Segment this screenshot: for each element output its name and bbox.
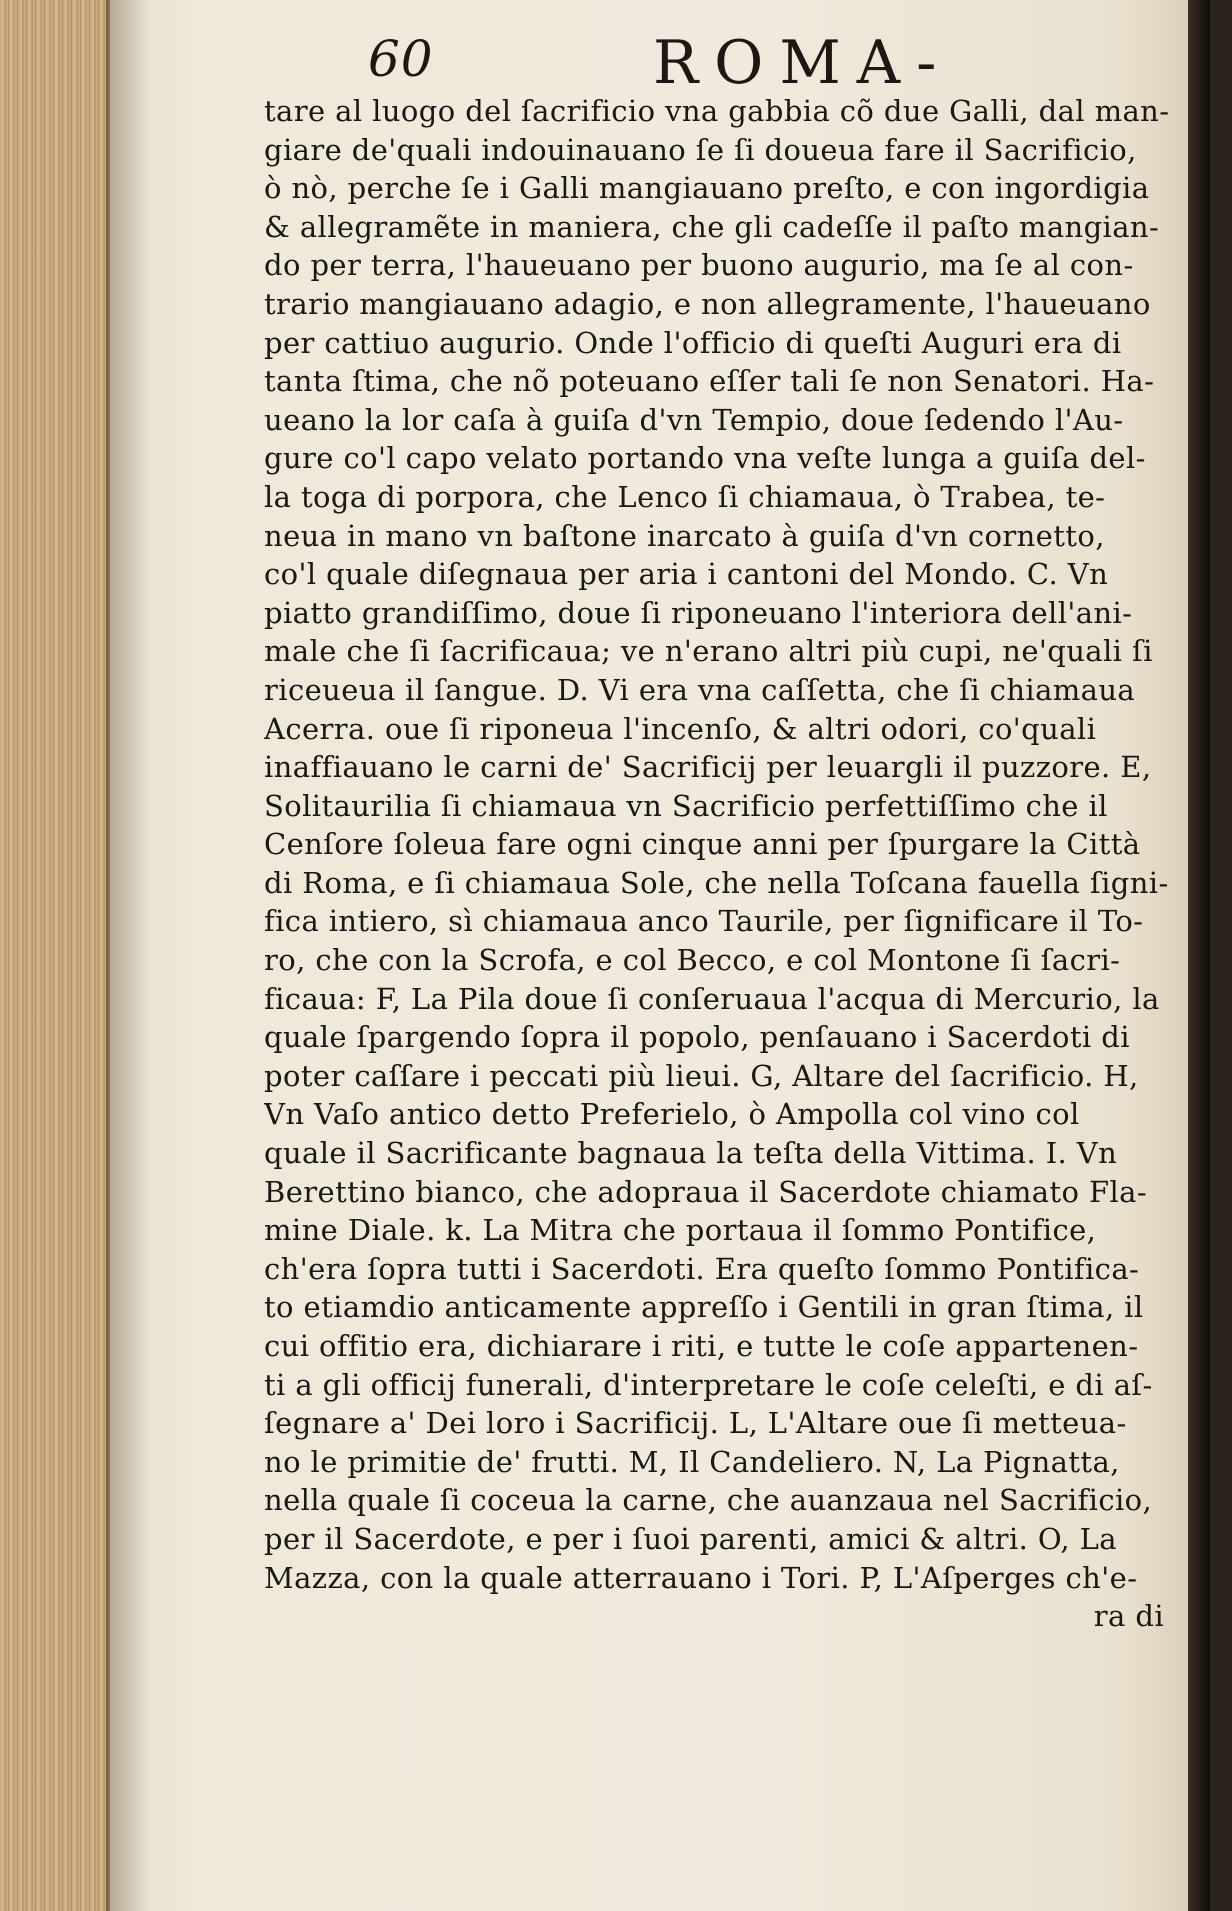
text-line: ò nò, perche ſe i Galli mangiauano preſto, e con ingordigia (264, 171, 1150, 206)
text-line: mine Diale. k. La Mitra che portaua il ſommo Pontifice, (264, 1213, 1097, 1248)
text-line: Acerra. oue ſi riponeua l'incenſo, & altri odori, co'quali (264, 711, 1097, 746)
text-line: quale ſpargendo ſopra il popolo, penſauano i Sacerdoti di (264, 1020, 1130, 1055)
text-line: co'l quale diſegnaua per aria i cantoni del Mondo. C. Vn (264, 557, 1109, 592)
text-line: quale il Sacrificante bagnaua la teſta della Vittima. I. Vn (264, 1136, 1118, 1171)
text-line: Solitaurilia ſi chiamaua vn Sacrificio perfettiſſimo che il (264, 788, 1108, 823)
catchword: ra di (1093, 1599, 1164, 1634)
text-line: ficaua: F, La Pila doue ſi conſeruaua l'acqua di Mercurio, la (264, 981, 1160, 1016)
text-line: do per terra, l'haueuano per buono augurio, ma ſe al con- (264, 248, 1134, 283)
text-line: trario mangiauano adagio, e non allegramente, l'haueuano (264, 286, 1151, 321)
text-line: Cenſore ſoleua fare ogni cinque anni per ſpurgare la Città (264, 827, 1141, 862)
text-line: riceueua il ſangue. D. Vi era vna caſſetta, che ſi chiamaua (264, 672, 1136, 707)
text-line: per il Sacerdote, e per i ſuoi parenti, amici & altri. O, La (264, 1521, 1117, 1556)
text-line: neua in mano vn baſtone inarcato à guiſa d'vn cornetto, (264, 518, 1105, 553)
text-line: di Roma, e ſi chiamaua Sole, che nella Toſcana fauella ſigni- (264, 865, 1169, 900)
text-line: piatto grandiſſimo, doue ſi riponeuano l'interiora dell'ani- (264, 595, 1133, 630)
text-line: male che ſi ſacrificaua; ve n'erano altri più cupi, ne'quali ſi (264, 634, 1153, 669)
text-line: per cattiuo augurio. Onde l'officio di queſti Auguri era di (264, 325, 1122, 360)
text-line: giare de'quali indouinauano ſe ſi doueua fare il Sacrificio, (264, 132, 1137, 167)
text-line: cui offitio era, dichiarare i riti, e tutte le coſe appartenen- (264, 1329, 1139, 1363)
text-line: ueano la lor caſa à guiſa d'vn Tempio, doue ſedendo l'Au- (264, 402, 1124, 437)
text-line: Berettino bianco, che adopraua il Sacerdote chiamato Fla- (264, 1174, 1148, 1209)
page-header (368, 28, 1018, 98)
body-text (264, 92, 1204, 1636)
text-line: tanta ſtima, che nõ poteuano eſſer tali ſe non Senatori. Ha- (264, 364, 1155, 399)
text-line: ch'era ſopra tutti i Sacerdoti. Era queſto ſommo Pontifica- (264, 1251, 1140, 1286)
text-line: poter caſſare i peccati più lieui. G, Altare del ſacrificio. H, (264, 1058, 1139, 1093)
text-line: & allegramẽte in maniera, che gli cadeſſe il paſto mangian- (264, 209, 1160, 244)
text-line: la toga di porpora, che Lenco ſi chiamaua, ò Trabea, te- (264, 479, 1106, 514)
text-line: Mazza, con la quale atterrauano i Tori. P, L'Aſperges ch'e- (264, 1560, 1138, 1595)
text-line: ſegnare a' Dei loro i Sacrificij. L, L'Altare oue ſi metteua- (264, 1406, 1127, 1441)
text-line: Vn Vaſo antico detto Preferielo, ò Ampolla col vino col (264, 1097, 1080, 1132)
text-line: fica intiero, sì chiamaua anco Taurile, per ſignificare il To- (264, 904, 1144, 939)
page-number: 60 (368, 30, 434, 88)
text-line: nella quale ſi coceua la carne, che auanzaua nel Sacrificio, (264, 1483, 1153, 1518)
page-edges (0, 0, 120, 1911)
text-line: inaffiauano le carni de' Sacrificij per leuargli il puzzore. E, (264, 750, 1152, 785)
text-line: no le primitie de' frutti. M, Il Candeliero. N, La Pignatta, (264, 1444, 1120, 1479)
text-line: gure co'l capo velato portando vna veſte lunga a guiſa del- (264, 441, 1146, 476)
text-line: ro, che con la Scrofa, e col Becco, e col Montone ſi ſacri- (264, 943, 1121, 978)
text-line: tare al luogo del ſacrificio vna gabbia cõ due Galli, dal man- (264, 94, 1170, 128)
text-line: to etiamdio anticamente appreſſo i Gentili in gran ſtima, il (264, 1290, 1144, 1325)
text-line: ti a gli officij funerali, d'interpretare le coſe celeſti, e di aſ- (264, 1367, 1153, 1402)
running-head: ROMA- (653, 28, 953, 98)
